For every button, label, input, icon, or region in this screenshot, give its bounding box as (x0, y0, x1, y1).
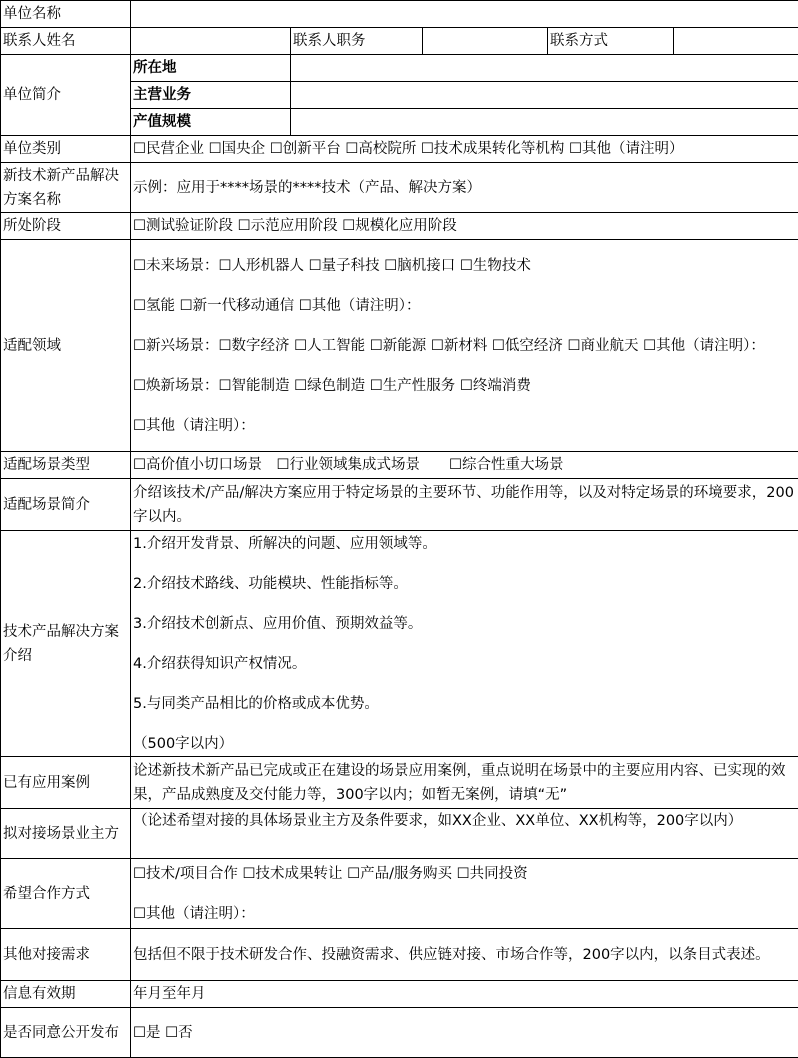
contact-name-field[interactable] (131, 28, 291, 55)
scene-intro-label: 适配场景简介 (1, 479, 131, 531)
row-unit-location (1, 55, 798, 82)
scene-type-label: 适配场景类型 (1, 452, 131, 479)
contact-method-field[interactable] (674, 28, 798, 55)
unit-name-field[interactable] (131, 1, 798, 28)
cases-label: 已有应用案例 (1, 757, 131, 809)
scene-type-options[interactable]: ☐高价值小切口场景 ☐行业领域集成式场景 ☐综合性重大场景 (131, 452, 798, 479)
business-label: 主营业务 (131, 82, 291, 109)
product-intro-item: 3.介绍技术创新点、应用价值、预期效益等。 (133, 612, 796, 636)
field-future-line1[interactable]: ☐未来场景：☐人形机器人 ☐量子科技 ☐脑机接口 ☐生物技术 (133, 254, 796, 278)
contact-position-field[interactable] (423, 28, 548, 55)
unit-type-label: 单位类别 (1, 136, 131, 163)
contact-position-label: 联系人职务 (291, 28, 423, 55)
row-coop-mode (1, 859, 798, 929)
row-cases (1, 757, 798, 809)
other-needs-field[interactable]: 包括但不限于技术研发合作、投融资需求、供应链对接、市场合作等，200字以内，以条目式表述。 (131, 929, 798, 981)
coop-mode-line[interactable]: ☐技术/项目合作 ☐技术成果转让 ☐产品/服务购买 ☐共同投资 (133, 862, 796, 886)
product-intro-item: （500字以内） (133, 732, 796, 756)
row-unit-type (1, 136, 798, 163)
field-renew[interactable]: ☐焕新场景：☐智能制造 ☐绿色制造 ☐生产性服务 ☐终端消费 (133, 374, 796, 398)
product-intro-label: 技术产品解决方案介绍 (1, 531, 131, 757)
validity-label: 信息有效期 (1, 981, 131, 1008)
scene-intro-field[interactable]: 介绍该技术/产品/解决方案应用于特定场景的主要环节、功能作用等，以及对特定场景的环境要求，200字以内。 (131, 479, 798, 531)
product-name-field[interactable]: 示例：应用于****场景的****技术（产品、解决方案） (131, 163, 798, 213)
row-product-intro (1, 531, 798, 757)
product-intro-item: 4.介绍获得知识产权情况。 (133, 652, 796, 676)
contact-method-label: 联系方式 (548, 28, 674, 55)
field-options[interactable] (131, 240, 798, 452)
other-needs-label: 其他对接需求 (1, 929, 131, 981)
field-emerging[interactable]: ☐新兴场景：☐数字经济 ☐人工智能 ☐新能源 ☐新材料 ☐低空经济 ☐商业航天 ☐其他（请注明）： (133, 334, 796, 358)
contact-name-label: 联系人姓名 (1, 28, 131, 55)
row-field (1, 240, 798, 452)
row-validity (1, 981, 798, 1008)
product-intro-item: 1.介绍开发背景、所解决的问题、应用领域等。 (133, 532, 796, 556)
product-intro-field[interactable] (131, 531, 798, 757)
cases-field[interactable]: 论述新技术新产品已完成或正在建设的场景应用案例，重点说明在场景中的主要应用内容、已实现的效果，产品成熟度及交付能力等，300字以内；如暂无案例，请填“无” (131, 757, 798, 809)
row-other-needs (1, 929, 798, 981)
product-intro-item: 2.介绍技术路线、功能模块、性能指标等。 (133, 572, 796, 596)
row-product-name (1, 163, 798, 213)
validity-field[interactable]: 年月至年月 (131, 981, 798, 1008)
product-intro-item: 5.与同类产品相比的价格或成本优势。 (133, 692, 796, 716)
business-field[interactable] (291, 82, 798, 109)
unit-name-label: 单位名称 (1, 1, 131, 28)
publish-label: 是否同意公开发布 (1, 1008, 131, 1058)
field-label: 适配领域 (1, 240, 131, 452)
location-field[interactable] (291, 55, 798, 82)
row-publish (1, 1008, 798, 1058)
unit-intro-label: 单位简介 (1, 55, 131, 136)
unit-type-options[interactable]: ☐民营企业 ☐国央企 ☐创新平台 ☐高校院所 ☐技术成果转化等机构 ☐其他（请注明） (131, 136, 798, 163)
row-scene-intro (1, 479, 798, 531)
coop-mode-label: 希望合作方式 (1, 859, 131, 929)
coop-mode-other[interactable]: ☐其他（请注明）： (133, 902, 796, 926)
row-scene-type (1, 452, 798, 479)
target-owner-field[interactable]: （论述希望对接的具体场景业主方及条件要求，如XX企业、XX单位、XX机构等，200字以内） (131, 809, 798, 859)
scale-field[interactable] (291, 109, 798, 136)
row-unit-name (1, 1, 798, 28)
scale-label: 产值规模 (131, 109, 291, 136)
field-future-line2[interactable]: ☐氢能 ☐新一代移动通信 ☐其他（请注明）： (133, 294, 796, 318)
product-name-label: 新技术新产品解决方案名称 (1, 163, 131, 213)
row-stage (1, 213, 798, 240)
publish-options[interactable]: ☐是 ☐否 (131, 1008, 798, 1058)
row-target-owner (1, 809, 798, 859)
field-other[interactable]: ☐其他（请注明）： (133, 414, 796, 438)
target-owner-label: 拟对接场景业主方 (1, 809, 131, 859)
coop-mode-options[interactable] (131, 859, 798, 929)
stage-options[interactable]: ☐测试验证阶段 ☐示范应用阶段 ☐规模化应用阶段 (131, 213, 798, 240)
location-label: 所在地 (131, 55, 291, 82)
stage-label: 所处阶段 (1, 213, 131, 240)
row-contact (1, 28, 798, 55)
